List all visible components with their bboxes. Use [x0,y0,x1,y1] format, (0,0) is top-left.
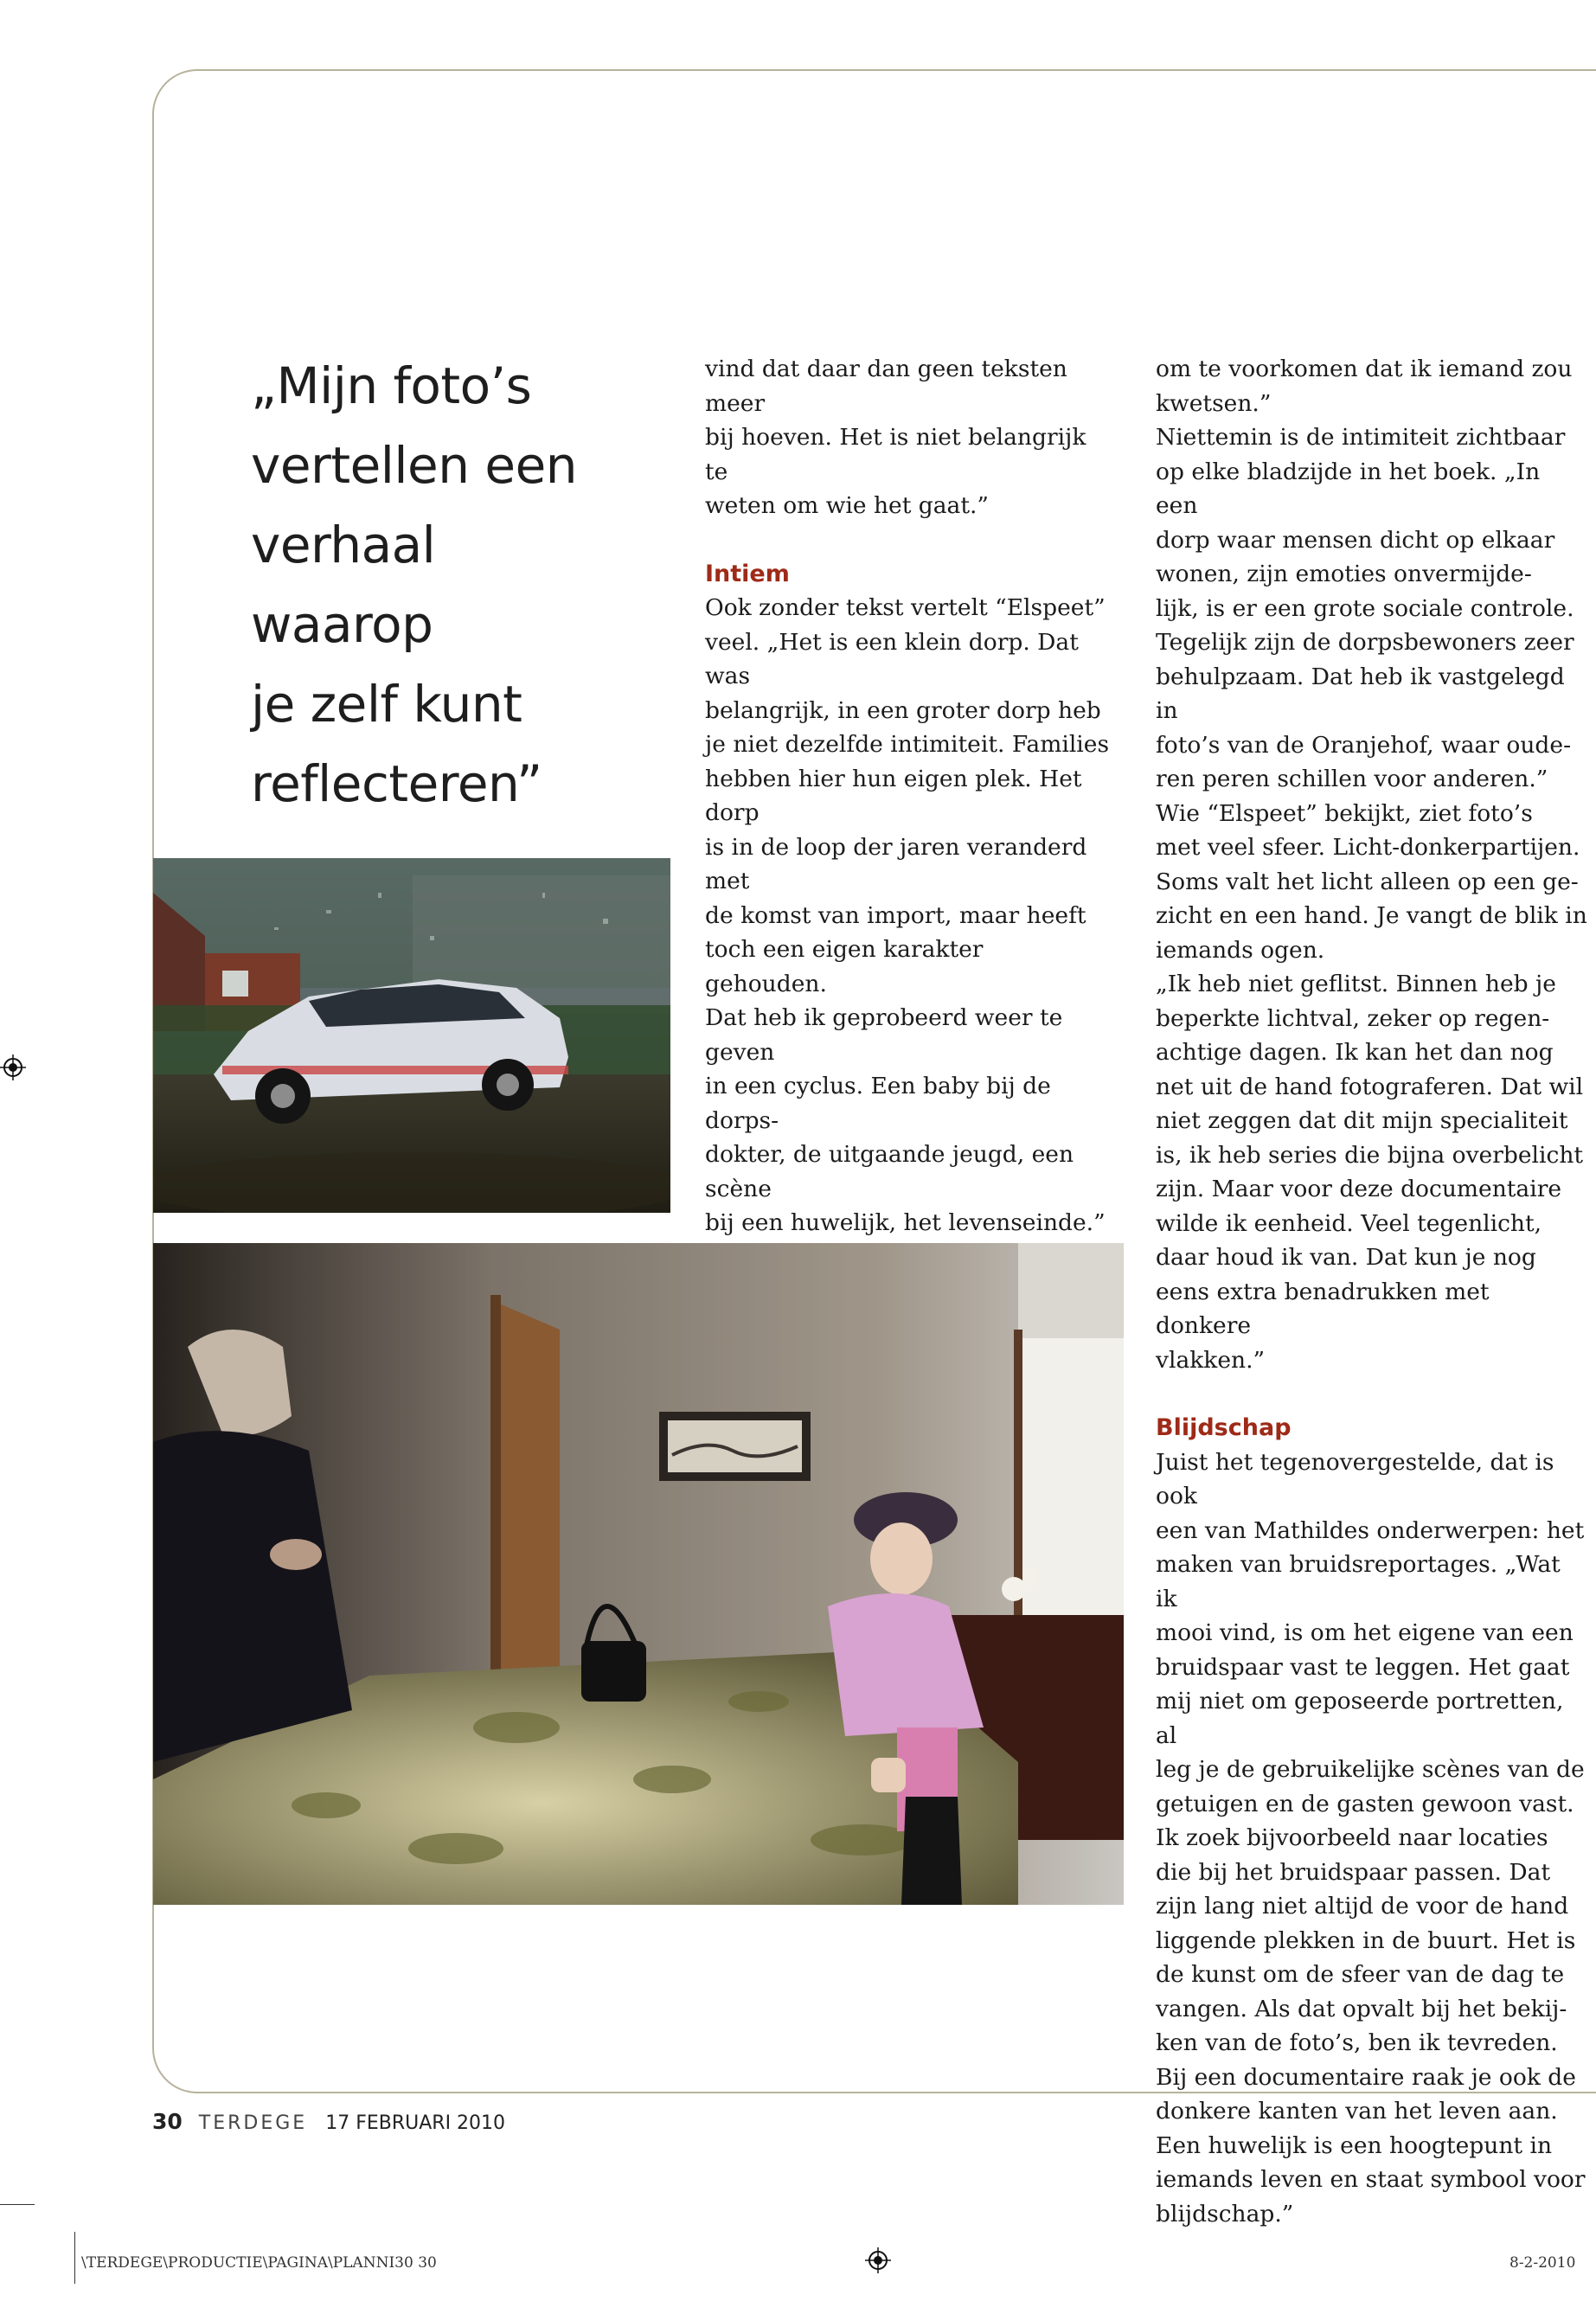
print-slug-date: 8-2-2010 [1509,2254,1576,2272]
crop-mark [0,2204,35,2205]
registration-mark-icon [865,2247,891,2273]
paragraph: Ook zonder tekst vertelt “Elspeet” veel. „Het is een klein dorp. Dat was belangrijk, in een groter dorp heb je niet dezelfde intimiteit. Families hebben hier hun eigen plek. Het dorp is in de loop der jaren veranderd met de komst van import, maar heeft toch een eigen karakter gehouden. Dat heb ik geprobeerd weer te geven in een cyclus. Een baby bij de dorps- dokter, de uitgaande jeugd, een scène bij een huwelijk, het levenseinde.” [705,594,1110,1236]
section-heading-intiem: Intiem [705,560,790,587]
issue-date: 17 FEBRUARI 2010 [325,2112,506,2134]
page-footer [152,2109,505,2134]
paragraph: vind dat daar dan geen teksten meer bij hoeven. Het is niet belangrijk te weten om wie het gaat.” [705,356,1086,519]
car-photo [153,858,670,1213]
registration-mark-icon [0,1054,26,1080]
section-heading-blijdschap: Blijdschap [1156,1414,1292,1441]
crop-mark [74,2232,75,2284]
page-number: 30 [152,2109,183,2134]
interior-photo [153,1243,1124,1905]
article-column-right [1156,352,1588,2231]
paragraph: Juist het tegenovergestelde, dat is ook een van Mathildes onderwerpen: het maken van bruidsreportages. „Wat ik mooi vind, is om het eigene van een bruidspaar vast te leggen. Het gaat mij niet om geposeerde portretten, al leg je de gebruikelijke scènes van de getuigen en de gasten gewoon vast. Ik zoek bijvoorbeeld naar locaties die bij het bruidspaar passen. Dat zijn lang niet altijd de voor de hand liggende plekken in de buurt. Het is de kunst om de sfeer van de dag te vangen. Als dat opvalt bij het bekij- ken van de foto’s, ben ik tevreden. Bij een documentaire raak je ook de donkere kanten van het leven aan. Een huwelijk is een hoogtepunt in iemands leven en staat symbool voor blijdschap.” [1156,1448,1586,2227]
print-slug-path: \TERDEGE\PRODUCTIE\PAGINA\PLANNI30 30 [81,2254,437,2272]
magazine-name: TERDEGE [198,2112,308,2134]
paragraph: om te voorkomen dat ik iemand zou kwetsen.” Niettemin is de intimiteit zichtbaar op elke bladzijde in het boek. „In een dorp waar mensen dicht op elkaar wonen, zijn emoties onvermijde- lijk, is er een grote sociale controle. Tegelijk zijn de dorpsbewoners zeer behulpzaam. Dat heb ik vastgelegd in foto’s van de Oranjehof, waar oude- ren peren schillen voor anderen.” Wie “Elspeet” bekijkt, ziet foto’s met veel sfeer. Licht-donkerpartijen. Soms valt het licht alleen op een ge- zicht en een hand. Je vangt de blik in iemands ogen. „Ik heb niet geflitst. Binnen heb je beperkte lichtval, zeker op regen- achtige dagen. Ik kan het dan nog net uit de hand fotograferen. Dat wil niet zeggen dat dit mijn specialiteit is, ik heb series die bijna overbelicht zijn. Maar voor deze documentaire wilde ik eenheid. Veel tegenlicht, daar houd ik van. Dat kun je nog eens extra benadrukken met donkere vlakken.” [1156,356,1587,1374]
pull-quote: „Mijn foto’s vertellen een verhaal waarop je zelf kunt reflecteren” [251,356,578,813]
